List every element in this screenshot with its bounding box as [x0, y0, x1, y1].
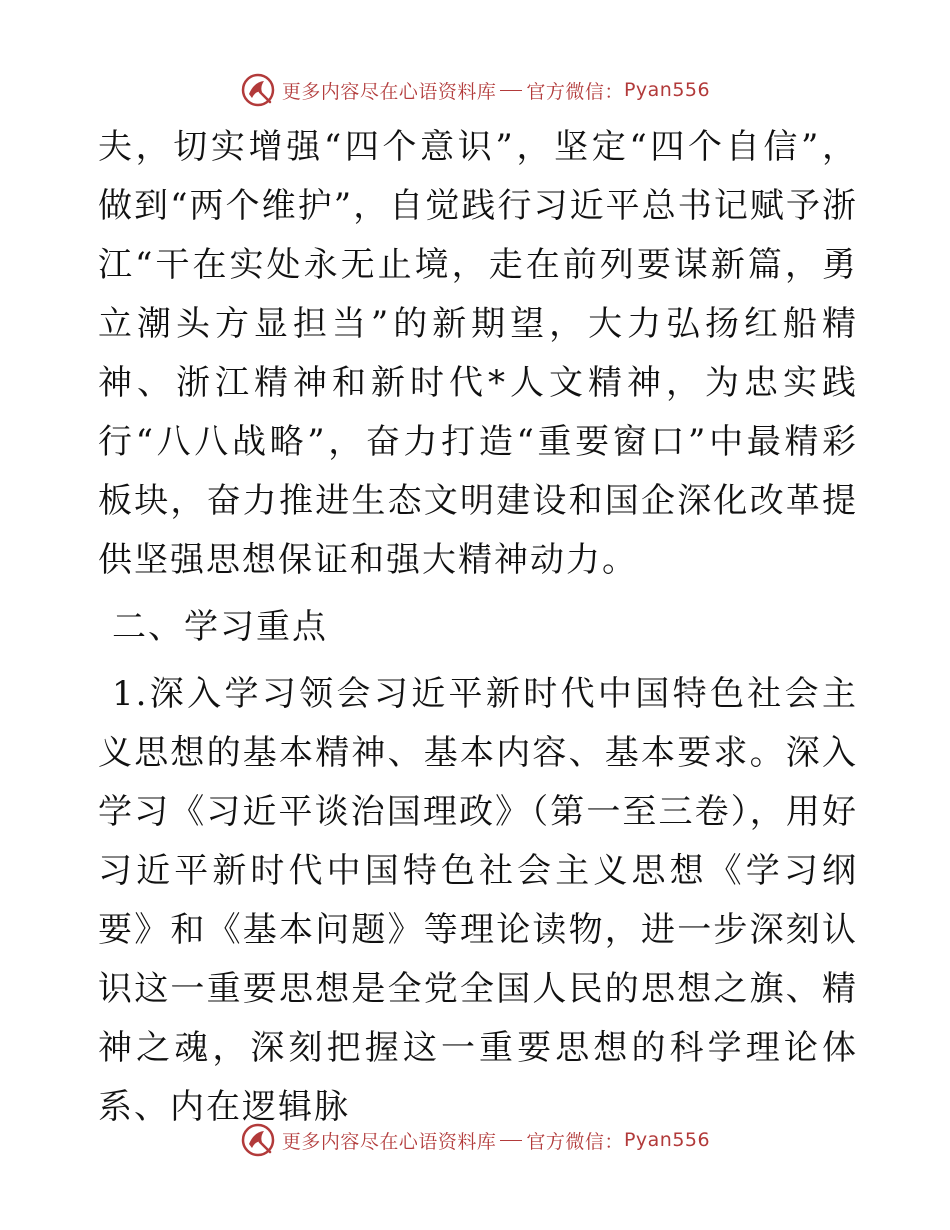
section-heading: 二、学习重点 — [112, 607, 328, 647]
header-watermark — [0, 70, 950, 110]
brand-logo-icon — [240, 1122, 276, 1158]
watermark-contact: Pyan556 — [623, 79, 711, 101]
watermark-contact: Pyan556 — [623, 1129, 711, 1151]
watermark-label: 官方微信： — [526, 1130, 624, 1153]
footer-watermark — [0, 1120, 950, 1160]
body-paragraph: 夫，切实增强“四个意识”，坚定“四个自信”，做到“两个维护”，自觉践行习近平总书记赋予浙江“干在实处永无止境，走在前列要谋新篇，勇立潮头方显担当”的新期望，大力弘扬红船精神、浙江精神和新时代*人文精神，为忠实践行“八八战略”，奋力打造“重要窗口”中最精彩板块，奋力推进生态文明建设和国企深化改革提供坚强思想保证和强大精神动力。 — [98, 127, 858, 580]
document-body — [98, 118, 858, 1137]
watermark-separator — [500, 1140, 522, 1141]
watermark-brand: 更多内容尽在心语资料库 — [281, 1130, 497, 1153]
watermark-label: 官方微信： — [526, 80, 624, 103]
brand-logo-icon — [240, 72, 276, 108]
watermark-brand: 更多内容尽在心语资料库 — [281, 80, 497, 103]
watermark-separator — [500, 90, 522, 91]
list-item-1: 1.深入学习领会习近平新时代中国特色社会主义思想的基本精神、基本内容、基本要求。深入学习《习近平谈治国理政》（第一至三卷），用好习近平新时代中国特色社会主义思想《学习纲要》和《基本问题》等理论读物，进一步深刻认识这一重要思想是全党全国人民的思想之旗、精神之魂，深刻把握这一重要思想的科学理论体系、内在逻辑脉 — [98, 674, 858, 1127]
